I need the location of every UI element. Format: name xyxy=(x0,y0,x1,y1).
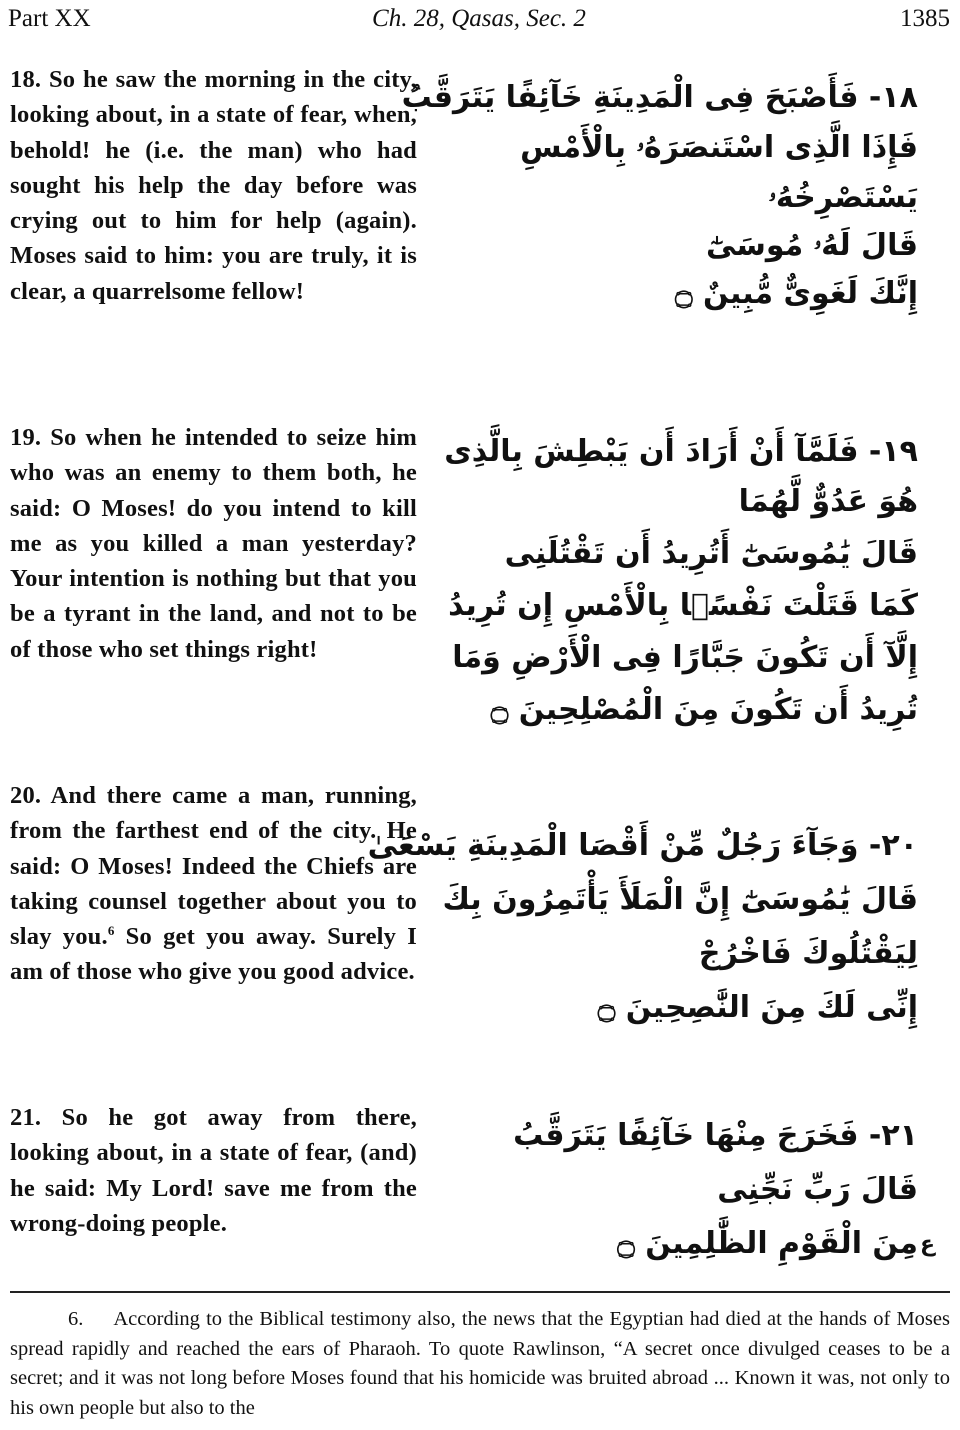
arabic-line: مِنَ الْقَوْمِ الظَّٰلِمِينَ ۝ xyxy=(617,1226,918,1261)
footnote xyxy=(10,1305,950,1423)
ruku-marker: ع xyxy=(920,1232,936,1257)
verse-arabic xyxy=(367,828,918,1044)
verse-english: 19. So when he intended to seize him who was an enemy to them both, he said: O Moses! do you intend to kill me as you killed a man yesterday? Your intention is nothing but that you be a tyrant in the land, and not to be of those who set things right! xyxy=(10,424,417,663)
page-number: 1385 xyxy=(900,5,950,32)
arabic-line: قَالَ رَبِّ نَجِّنِى xyxy=(717,1172,918,1207)
footnote-text: According to the Biblical testimony also, the news that the Egyptian had died at the hands of Moses spread rapidly and reached the ears of Pharaoh. To quote Rawlinson, “A secret once divulged ceases to be a secret; and it was not long before Moses found that his homicide was bruited abroad ... Known it was, not only to his own people but also to the xyxy=(10,1308,950,1419)
verse-english: 21. So he got away from there, looking about, in a state of fear, (and) he said: My Lord! save me from the wrong-doing people. xyxy=(10,1104,417,1237)
arabic-line: كَمَا قَتَلْتَ نَفْسًۢا بِالْأَمْسِ إِن تُرِيدُ xyxy=(448,588,918,623)
arabic-line: يَسْتَصْرِخُهُۥ xyxy=(768,180,918,215)
arabic-line: ١٩- فَلَمَّآ أَنْ أَرَادَ أَن يَبْطِشَ بِالَّذِى xyxy=(444,434,918,469)
arabic-line: إِنَّكَ لَغَوِىٌّ مُّبِينٌ ۝ xyxy=(675,276,918,311)
chapter-title: Ch. 28, Qasas, Sec. 2 xyxy=(372,5,586,32)
footnote-ref: 6 xyxy=(107,923,115,939)
arabic-line: إِنِّى لَكَ مِنَ النَّٰصِحِينَ ۝ xyxy=(597,990,918,1025)
arabic-line: تُرِيدُ أَن تَكُونَ مِنَ الْمُصْلِحِينَ ۝ xyxy=(490,692,918,727)
arabic-line: هُوَ عَدُوٌّ لَّهُمَا xyxy=(738,484,918,519)
arabic-line: ٢٠- وَجَآءَ رَجُلٌ مِّنْ أَقْصَا الْمَدِينَةِ يَسْعَىٰ xyxy=(367,828,918,863)
footnote-divider xyxy=(10,1291,950,1293)
arabic-line: إِلَّآ أَن تَكُونَ جَبَّارًا فِى الْأَرْضِ وَمَا xyxy=(452,640,918,675)
arabic-line: قَالَ يَٰمُوسَىٰٓ أَتُرِيدُ أَن تَقْتُلَنِى xyxy=(504,536,918,571)
verse-arabic xyxy=(508,1118,918,1280)
part-label: Part XX xyxy=(8,5,91,32)
verse-english-part: So get you away. Surely I am of those who give you good advice. xyxy=(10,923,417,986)
verse-arabic xyxy=(401,80,918,324)
arabic-line: قَالَ لَهُۥ مُوسَىٰٓ xyxy=(705,228,918,263)
arabic-line: لِيَقْتُلُوكَ فَاخْرُجْ xyxy=(698,936,918,971)
verse-arabic xyxy=(444,434,918,744)
arabic-line: ٢١- فَخَرَجَ مِنْهَا خَآئِفًا يَتَرَقَّبُ xyxy=(513,1118,918,1153)
arabic-line: قَالَ يَٰمُوسَىٰٓ إِنَّ الْمَلَأَ يَأْتَمِرُونَ بِكَ xyxy=(442,882,918,917)
arabic-line: ١٨- فَأَصْبَحَ فِى الْمَدِينَةِ خَآئِفًا يَتَرَقَّبُ xyxy=(401,80,918,115)
verse-english: 18. So he saw the morning in the city, looking about, in a state of fear, when, behold! he (i.e. the man) who had sought his help the day before was crying out to him for help (again). Moses said to him: you are truly, it is clear, a quarrelsome fellow! xyxy=(10,66,417,305)
arabic-line: فَإِذَا الَّذِى اسْتَنصَرَهُۥ بِالْأَمْسِ xyxy=(520,130,918,165)
verse-english-part: 20. And there came a man, running, from the farthest end of the city. He said: O Moses! Indeed the Chiefs are taking counsel together about you to slay you. xyxy=(10,782,417,951)
footnote-number: 6. xyxy=(68,1308,84,1330)
page-header xyxy=(8,2,950,36)
verse-english xyxy=(10,778,417,990)
